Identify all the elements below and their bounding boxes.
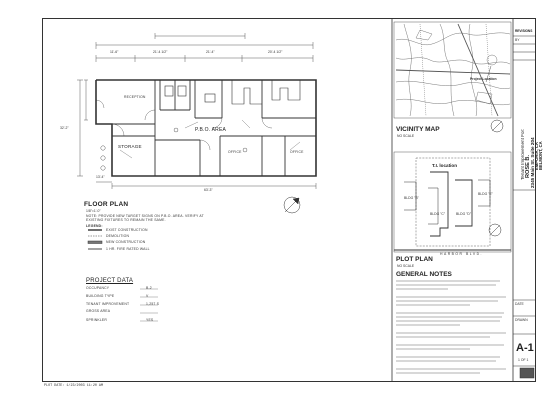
left-dimension-lines: [77, 80, 88, 176]
room-office-left: OFFICE: [228, 150, 242, 154]
vicinity-map-title: VICINITY MAP: [396, 126, 440, 133]
sheet-number: A-1: [516, 342, 534, 354]
general-notes-lines: [396, 281, 506, 373]
project-data-title: PROJECT DATA: [86, 278, 134, 284]
legend-item: 1 HR. FIRE RATED WALL: [106, 247, 150, 251]
plot-plan-title: PLOT PLAN: [396, 256, 433, 263]
dim-bottom-2: 63'-3": [204, 188, 213, 192]
dim-top-3: 21'-4": [206, 50, 215, 54]
building-label: BLDG "D": [456, 212, 472, 216]
building-label: BLDG "C": [430, 212, 446, 216]
date-label: DATE: [515, 302, 524, 306]
project-data-label: OCCUPANCY: [86, 286, 110, 290]
project-data-label: BUILDING TYPE: [86, 294, 115, 298]
title-block: [513, 36, 536, 378]
legend-title: LEGEND:: [86, 224, 103, 228]
plot-plan-north-arrow: [489, 224, 501, 236]
dim-bottom-1: 13'-4": [96, 175, 105, 179]
legend-symbols: [88, 230, 102, 249]
vicinity-north-arrow: [491, 120, 503, 132]
partial-walls: [165, 80, 300, 104]
plot-date-footer: PLOT DATE: 1/23/2003 11:20 AM: [44, 384, 104, 388]
door-swings: [96, 100, 272, 150]
title-block-line: Tenant Improvement For:: [520, 128, 525, 180]
ti-location-label: T.I. location: [432, 163, 458, 168]
legend-item: DEMOLITION: [106, 234, 130, 238]
project-location-label: Project Location: [470, 77, 497, 81]
floor-plan-north-arrow: [284, 197, 300, 213]
plot-plan-scale: NO SCALE: [397, 264, 415, 268]
revision-by-label: BY: [515, 38, 520, 42]
floor-plan-title: FLOOR PLAN: [84, 201, 129, 208]
legend-item: NEW CONSTRUCTION: [106, 240, 146, 244]
legend-item: EXIST CONSTRUCTION: [106, 228, 148, 232]
room-reception: RECEPTION: [124, 95, 146, 99]
dim-top-1: 11'-6": [110, 50, 119, 54]
room-storage: STORAGE: [118, 144, 142, 149]
project-data-label: TENANT IMPROVEMENT: [86, 302, 130, 306]
project-data-value: YES: [146, 318, 154, 322]
room-pbd-area: P.B.O. AREA: [195, 127, 227, 133]
vicinity-map: [394, 22, 511, 118]
dim-left: 32'-2": [60, 126, 69, 130]
title-block-line: EMPORIA, CA: [534, 142, 539, 170]
room-office-right: OFFICE: [290, 150, 304, 154]
callout-leaders: [120, 120, 300, 158]
title-block-line: ROSE B.: [525, 154, 531, 178]
vicinity-map-scale: NO SCALE: [397, 134, 415, 138]
project-data-value: 1,257 S: [146, 302, 160, 306]
column-markers: [101, 128, 247, 170]
title-block-line: BELMONT, CA: [538, 141, 543, 170]
sheet-of: 1 OF 1: [518, 358, 529, 362]
title-block-line: 2345 Main St. Suite 204: [530, 137, 535, 188]
general-notes-title: GENERAL NOTES: [396, 271, 452, 278]
project-data-label: SPRINKLER: [86, 318, 108, 322]
dim-top-4: 20'-4 1/2": [268, 50, 283, 54]
dim-top-2: 21'-4 1/2": [153, 50, 168, 54]
revisions-header: REVISIONS: [515, 29, 533, 33]
top-dimension-lines: [96, 33, 313, 62]
building-label: BLDG "B": [404, 196, 419, 200]
project-data-value: V: [146, 294, 149, 298]
floor-plan-notes: NOTE: PROVIDE NEW TARGET SIGNS ON P.B.O. AREA. VERIFY AT EXISTING FIXTURES TO REMAIN THE SAME.: [86, 214, 204, 223]
building-label: BLDG "E": [478, 192, 493, 196]
drawn-label: DRAWN: [515, 318, 528, 322]
floor-plan: [77, 33, 316, 189]
street-label: HARBOR BLVD.: [440, 252, 483, 256]
floor-plan-scale: 1/8"=1'-0": [86, 209, 101, 213]
project-data-value: B-2: [146, 286, 152, 290]
project-data-label: GROSS AREA: [86, 309, 111, 313]
